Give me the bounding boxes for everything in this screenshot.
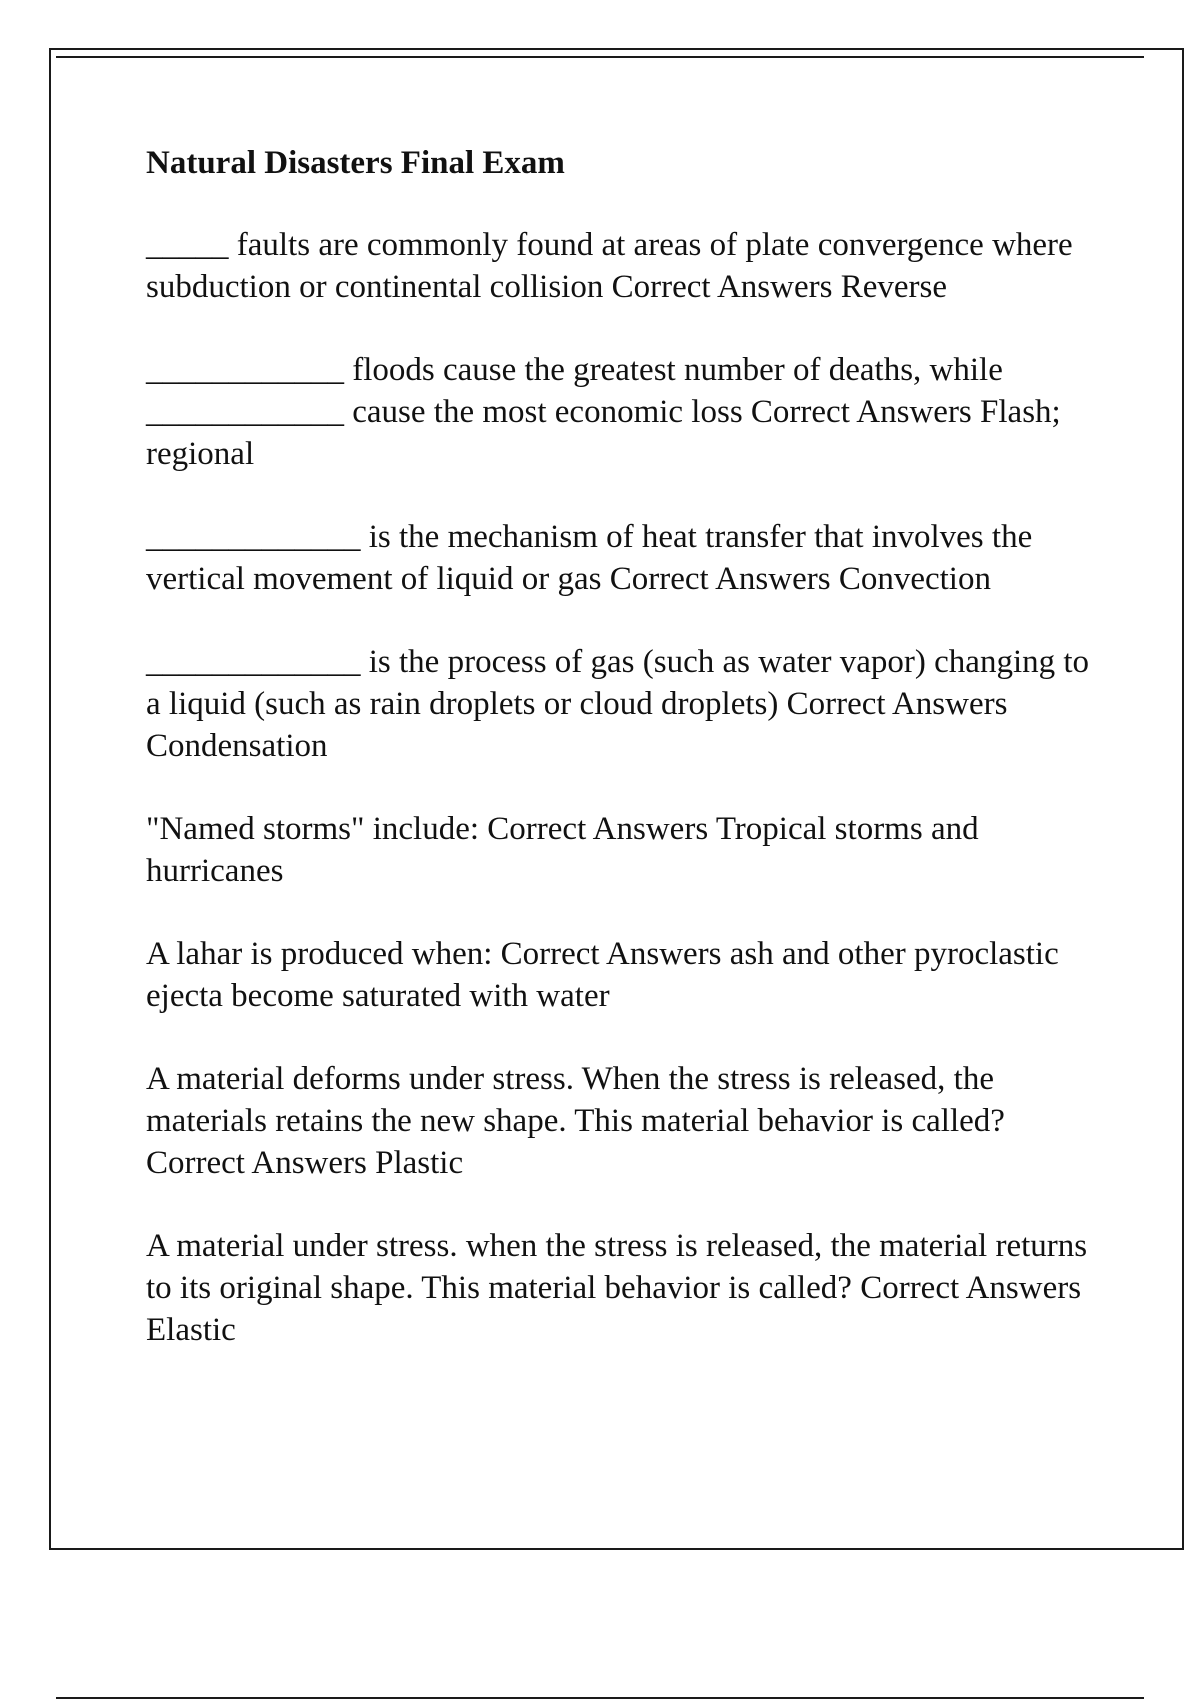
question-item: "Named storms" include: Correct Answers Tropical storms and hurricanes — [146, 811, 979, 889]
question-item: _____ faults are commonly found at areas of plate convergence where subduction or continental collision Correct Answers Reverse — [146, 227, 1073, 305]
top-rule — [56, 56, 1144, 58]
question-item: _____________ is the process of gas (such as water vapor) changing to a liquid (such as rain droplets or cloud droplets) Correct Answers Condensation — [146, 644, 1090, 764]
document-title: Natural Disasters Final Exam — [146, 145, 565, 181]
bottom-rule — [56, 1697, 1144, 1699]
question-item: A material deforms under stress. When the stress is released, the materials retains the new shape. This material behavior is called? Correct Answers Plastic — [146, 1061, 1005, 1181]
question-item: _____________ is the mechanism of heat transfer that involves the vertical movement of liquid or gas Correct Answers Convection — [146, 519, 1033, 597]
question-item: A material under stress. when the stress is released, the material returns to its original shape. This material behavior is called? Correct Answers Elastic — [146, 1228, 1088, 1348]
question-item: A lahar is produced when: Correct Answers ash and other pyroclastic ejecta become saturated with water — [146, 936, 1059, 1014]
question-list — [146, 224, 1096, 1351]
document-body — [146, 142, 1096, 1392]
question-item: ____________ floods cause the greatest number of deaths, while ____________ cause the most economic loss Correct Answers Flash; regional — [146, 352, 1061, 472]
